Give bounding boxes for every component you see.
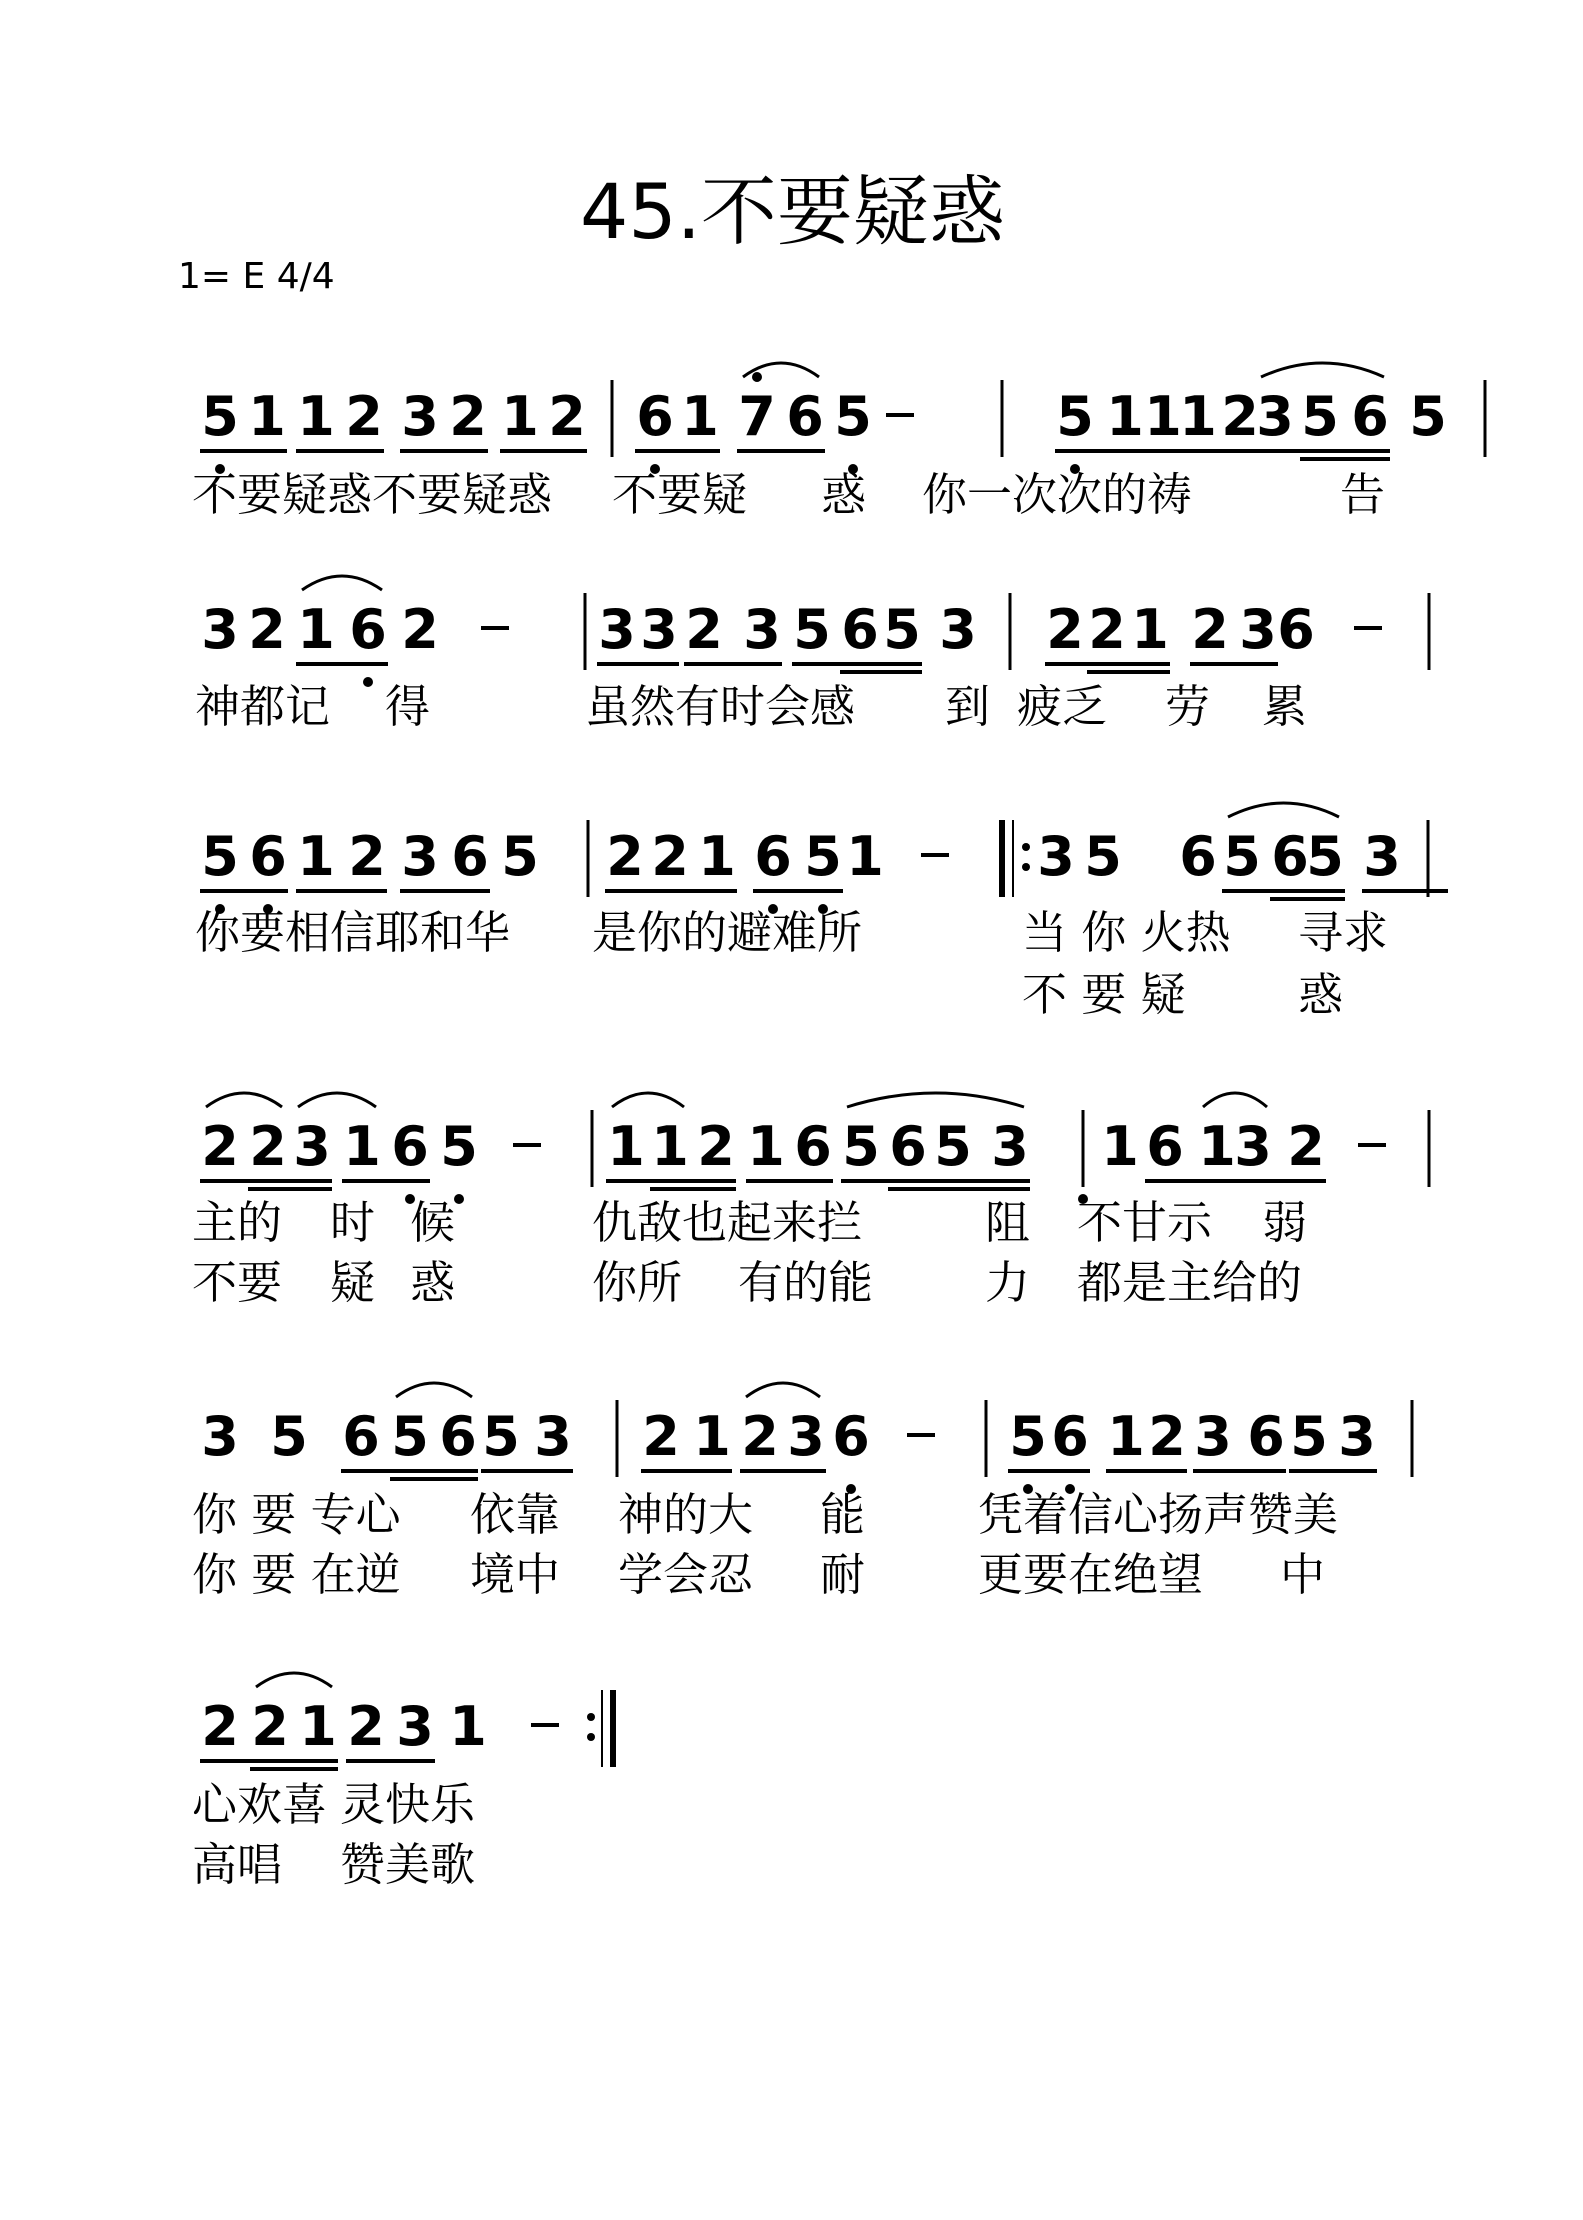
lyric-verse-2: 更要在绝望: [978, 1548, 1204, 1601]
note: 2: [606, 825, 644, 888]
slur: [396, 1383, 472, 1397]
slur: [847, 1093, 1024, 1107]
note: 6: [1247, 1405, 1285, 1468]
slur: [206, 1093, 282, 1107]
note: 2: [249, 1115, 287, 1178]
lyric: 你要相信耶和华: [195, 906, 511, 959]
note: 5: [842, 1115, 880, 1178]
lyric: 疲乏: [1017, 680, 1108, 733]
repeat-dot: [1022, 843, 1030, 851]
note: 6: [1179, 825, 1217, 888]
note: 6: [249, 825, 287, 888]
slur: [1203, 1093, 1267, 1107]
lyric: 惑: [821, 468, 867, 521]
lyric: 告: [1340, 468, 1386, 521]
note: 2: [348, 825, 386, 888]
lyric: 不要疑: [612, 468, 748, 521]
note: 5: [934, 1115, 972, 1178]
note: 1: [297, 598, 335, 661]
note: 3: [534, 1405, 572, 1468]
note: 3: [1234, 1115, 1272, 1178]
repeat-dot: [587, 1713, 595, 1721]
note: 7: [738, 385, 776, 448]
note: 6: [1351, 385, 1389, 448]
slur: [1261, 363, 1384, 377]
note: 2: [741, 1405, 779, 1468]
note: 5: [1290, 1405, 1328, 1468]
note: 3: [939, 598, 977, 661]
note: 2: [1148, 1405, 1186, 1468]
note: 2: [345, 385, 383, 448]
note: 6: [451, 825, 489, 888]
slur: [746, 1383, 820, 1397]
lyric: 寻求: [1298, 906, 1389, 959]
note: 6: [832, 1405, 870, 1468]
slur: [1228, 803, 1339, 817]
note: 3: [743, 598, 781, 661]
lyric-verse-2: 境中: [470, 1548, 561, 1601]
note: 5: [501, 825, 539, 888]
octave-dot: [454, 1194, 464, 1204]
lyric: 不要疑惑不要疑惑: [192, 468, 553, 521]
note: 2: [1221, 385, 1259, 448]
note: 3: [1239, 598, 1277, 661]
note: 2: [347, 1695, 385, 1758]
score-systems: [192, 363, 1485, 1891]
note: 1: [607, 1115, 645, 1178]
note: 3: [401, 825, 439, 888]
note: 3: [396, 1695, 434, 1758]
note: 1: [1101, 1115, 1139, 1178]
note: 2: [642, 1405, 680, 1468]
note: 5: [201, 385, 239, 448]
note: 6: [841, 598, 879, 661]
note: 2: [1287, 1115, 1325, 1178]
note: 5: [1056, 385, 1094, 448]
lyric-verse-2: 不 要 疑: [1022, 968, 1186, 1021]
lyric-verse-2: 赞美歌: [340, 1838, 476, 1891]
note: 2: [651, 825, 689, 888]
note: 2: [1046, 598, 1084, 661]
note: 6: [1051, 1405, 1089, 1468]
note: 6: [1146, 1115, 1184, 1178]
note: 5: [883, 598, 921, 661]
note: 2: [1191, 598, 1229, 661]
note: 3: [1037, 825, 1075, 888]
lyric: 神的大: [618, 1488, 754, 1541]
lyric-verse-2: 都是主给的: [1077, 1256, 1303, 1309]
lyric: 你 要 专心: [192, 1488, 401, 1541]
slur: [256, 1673, 332, 1687]
note: 1: [1144, 385, 1182, 448]
note: 1: [698, 825, 736, 888]
note: 2: [685, 598, 723, 661]
note: 2: [401, 598, 439, 661]
lyric: 能: [820, 1488, 866, 1541]
note: 1: [1107, 1405, 1145, 1468]
note: 1: [681, 385, 719, 448]
note: 2: [697, 1115, 735, 1178]
note: 3: [401, 385, 439, 448]
lyric: 阻: [985, 1196, 1031, 1249]
repeat-dot: [1022, 863, 1030, 871]
note: 3: [1363, 825, 1401, 888]
note: 2: [201, 1115, 239, 1178]
octave-dot: [363, 677, 373, 687]
lyric-verse-2: 耐: [820, 1548, 866, 1601]
note: 6: [1277, 598, 1315, 661]
note: 3: [991, 1115, 1029, 1178]
note: 5: [1306, 825, 1344, 888]
note: 3: [1194, 1405, 1232, 1468]
note: 2: [1088, 598, 1126, 661]
note: 2: [201, 1695, 239, 1758]
lyric: 凭着信心扬声赞美: [978, 1488, 1339, 1541]
lyric: 依靠: [470, 1488, 561, 1541]
note: 5: [270, 1405, 308, 1468]
note: 6: [786, 385, 824, 448]
lyric: 是你的避难所: [592, 906, 863, 959]
lyric: 不甘示: [1077, 1196, 1213, 1249]
lyric: 候: [410, 1196, 456, 1249]
note: 6: [349, 598, 387, 661]
note: 6: [439, 1405, 477, 1468]
lyric: 仇敌也起来拦: [592, 1196, 863, 1249]
lyric: 主的: [192, 1196, 283, 1249]
note: 1: [1198, 1115, 1236, 1178]
note: 2: [548, 385, 586, 448]
note: 1: [651, 1115, 689, 1178]
lyric: 得: [385, 680, 431, 733]
note: 5: [793, 598, 831, 661]
note: 5: [1009, 1405, 1047, 1468]
lyric-verse-2: 惑: [1298, 968, 1344, 1021]
note: 6: [342, 1405, 380, 1468]
lyric: 神都记: [195, 680, 331, 733]
note: 5: [201, 825, 239, 888]
note: 6: [889, 1115, 927, 1178]
note: 3: [1256, 385, 1294, 448]
note: 3: [1338, 1405, 1376, 1468]
note: 3: [598, 598, 636, 661]
lyric-verse-2: 你所: [592, 1256, 683, 1309]
repeat-dot: [587, 1733, 595, 1741]
note: 1: [297, 385, 335, 448]
lyric: 你一次次的祷: [922, 468, 1193, 521]
note: 5: [1084, 825, 1122, 888]
note: 5: [1223, 825, 1261, 888]
note: 2: [449, 385, 487, 448]
note: 5: [834, 385, 872, 448]
lyric-verse-2: 不要: [192, 1256, 283, 1309]
slur: [298, 1093, 376, 1107]
note: 3: [787, 1405, 825, 1468]
note: 5: [391, 1405, 429, 1468]
lyric-verse-2: 中: [1280, 1548, 1326, 1601]
lyric-verse-2: 高唱: [192, 1838, 283, 1891]
note: 1: [846, 825, 884, 888]
note: 3: [201, 1405, 239, 1468]
note: 3: [201, 598, 239, 661]
lyric-verse-2: 学会忍: [618, 1548, 754, 1601]
slur: [302, 576, 382, 590]
note: 5: [482, 1405, 520, 1468]
note: 1: [1179, 385, 1217, 448]
lyric-verse-2: 疑: [330, 1256, 376, 1309]
lyric: 当 你 火热: [1022, 906, 1231, 959]
lyric-verse-2: 有的能: [738, 1256, 874, 1309]
note: 6: [1271, 825, 1309, 888]
note: 6: [794, 1115, 832, 1178]
key-signature: 1= E 4/4: [178, 256, 335, 297]
note: 1: [747, 1115, 785, 1178]
note: 1: [343, 1115, 381, 1178]
note: 2: [251, 1695, 289, 1758]
note: 1: [299, 1695, 337, 1758]
song-title: 45.不要疑惑: [580, 167, 1005, 256]
note: 6: [636, 385, 674, 448]
note: 1: [248, 385, 286, 448]
lyric: 虽然有时会感: [585, 680, 856, 733]
note: 1: [693, 1405, 731, 1468]
note: 3: [293, 1115, 331, 1178]
note: 5: [440, 1115, 478, 1178]
note: 5: [1301, 385, 1339, 448]
lyric: 累: [1262, 680, 1308, 733]
note: 1: [449, 1695, 487, 1758]
slur: [612, 1093, 684, 1107]
octave-dot: [752, 372, 762, 382]
lyric-verse-2: 你 要 在逆: [192, 1548, 401, 1601]
lyric: 灵快乐: [340, 1778, 476, 1831]
lyric-verse-2: 惑: [410, 1256, 456, 1309]
lyric: 劳: [1165, 680, 1211, 733]
note: 6: [391, 1115, 429, 1178]
note: 1: [297, 825, 335, 888]
note: 1: [1106, 385, 1144, 448]
note: 6: [754, 825, 792, 888]
note: 1: [1131, 598, 1169, 661]
lyric: 心欢喜: [192, 1778, 328, 1831]
note: 2: [248, 598, 286, 661]
note: 1: [501, 385, 539, 448]
lyric-verse-2: 力: [985, 1256, 1031, 1309]
note: 5: [804, 825, 842, 888]
note: 5: [1409, 385, 1447, 448]
lyric: 弱: [1262, 1196, 1308, 1249]
note: 3: [640, 598, 678, 661]
lyric: 到: [945, 680, 991, 733]
lyric: 时: [330, 1196, 376, 1249]
